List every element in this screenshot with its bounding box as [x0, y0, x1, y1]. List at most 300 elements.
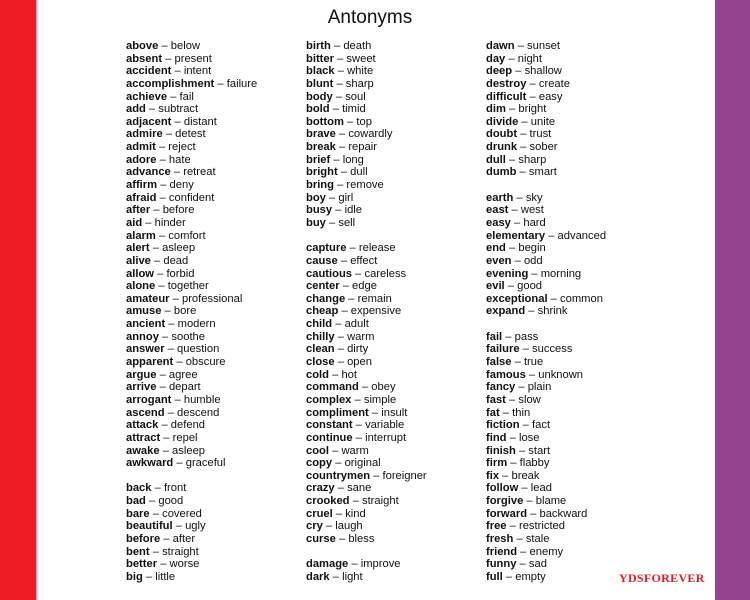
- antonym-pair: [306, 255, 427, 268]
- dash-separator: –: [150, 254, 164, 267]
- word: command: [306, 381, 359, 394]
- antonym-column-3: [486, 40, 606, 584]
- dash-separator: –: [171, 393, 184, 406]
- antonym-pair: [126, 394, 257, 407]
- antonym-pair: [486, 558, 606, 571]
- word: firm: [486, 457, 508, 470]
- word: beautiful: [126, 520, 173, 533]
- antonym-pair: [486, 91, 606, 104]
- word: brief: [306, 153, 331, 166]
- dash-separator: –: [352, 267, 365, 280]
- dash-separator: –: [332, 457, 345, 470]
- dash-separator: –: [337, 254, 351, 267]
- word: blunt: [306, 77, 334, 90]
- antonym: effect: [350, 254, 378, 267]
- word: fast: [486, 393, 506, 406]
- dash-separator: –: [155, 280, 168, 293]
- dash-separator: –: [528, 267, 541, 280]
- antonym: obscure: [185, 356, 226, 369]
- dash-separator: –: [370, 469, 383, 482]
- antonym: fail: [179, 90, 194, 103]
- antonym-pair: [486, 470, 606, 483]
- word: evening: [486, 267, 529, 280]
- antonym: reject: [168, 141, 196, 154]
- antonym-pair: [486, 128, 606, 141]
- antonym-pair: [306, 331, 427, 344]
- antonym: sober: [529, 141, 558, 154]
- dash-separator: –: [368, 406, 382, 419]
- dash-separator: –: [329, 444, 342, 457]
- antonym: plain: [527, 381, 552, 394]
- dash-separator: –: [149, 507, 163, 520]
- antonym: timid: [342, 103, 366, 116]
- dash-separator: –: [155, 229, 169, 242]
- antonym-pair: [306, 495, 427, 508]
- antonym-pair: [126, 546, 257, 559]
- word: achieve: [126, 90, 168, 103]
- antonym: simple: [363, 393, 397, 406]
- antonym-pair: [126, 116, 257, 129]
- dash-separator: –: [145, 103, 159, 116]
- antonym-pair: [306, 520, 427, 533]
- antonym: subtract: [158, 103, 199, 116]
- word: cruel: [306, 507, 333, 520]
- dash-separator: –: [527, 507, 540, 520]
- antonym-pair: [486, 419, 606, 432]
- word: center: [306, 280, 340, 293]
- antonym: professional: [181, 292, 243, 305]
- antonym: deny: [169, 179, 194, 192]
- dash-separator: –: [334, 330, 348, 343]
- antonym: interrupt: [365, 431, 407, 444]
- antonym: distant: [183, 115, 217, 128]
- antonym-pair: [486, 103, 606, 116]
- dash-separator: –: [510, 216, 524, 229]
- antonym-pair: [126, 369, 257, 382]
- antonym-pair: [306, 457, 427, 470]
- antonym: humble: [183, 393, 221, 406]
- word: countrymen: [306, 469, 371, 482]
- dash-separator: –: [508, 204, 521, 217]
- antonym-pair: [126, 40, 257, 53]
- antonym-pair: [486, 141, 606, 154]
- dash-separator: –: [348, 558, 361, 571]
- antonym: shrink: [537, 305, 568, 318]
- dash-separator: –: [149, 242, 163, 255]
- word: exceptional: [486, 292, 548, 305]
- antonym-pair: [126, 445, 257, 458]
- dash-separator: –: [335, 532, 349, 545]
- word: divide: [486, 115, 519, 128]
- antonym: edge: [352, 280, 377, 293]
- antonym-pair: [486, 242, 606, 255]
- dash-separator: –: [518, 482, 531, 495]
- dash-separator: –: [161, 305, 174, 318]
- antonym-pair: [126, 331, 257, 344]
- antonym: start: [528, 444, 551, 457]
- word: evil: [486, 280, 505, 293]
- antonym-pair: [306, 116, 427, 129]
- word: admit: [126, 141, 156, 154]
- antonym: good: [517, 280, 543, 293]
- word: curse: [306, 532, 336, 545]
- watermark-logo: YDSFOREVER: [619, 571, 705, 585]
- antonym-pair: [486, 394, 606, 407]
- dash-separator: –: [158, 419, 171, 432]
- antonym: remain: [357, 292, 392, 305]
- antonym-pair: [486, 343, 606, 356]
- antonym: cowardly: [348, 128, 393, 141]
- word: child: [306, 318, 333, 331]
- word: full: [486, 570, 503, 583]
- dash-separator: –: [352, 431, 366, 444]
- antonym: agree: [168, 368, 198, 381]
- antonym-pair: [486, 520, 606, 533]
- antonym-pair: [126, 318, 257, 331]
- antonym-pair: [306, 482, 427, 495]
- antonym: sane: [347, 482, 372, 495]
- antonym-pair: [486, 407, 606, 420]
- word: complex: [306, 393, 352, 406]
- antonym: advanced: [557, 229, 607, 242]
- antonym-pair: [126, 407, 257, 420]
- antonym-pair: [306, 65, 427, 78]
- antonym-pair: [126, 192, 257, 205]
- antonym: thin: [512, 406, 531, 419]
- dash-separator: –: [352, 419, 366, 432]
- antonym: failure: [226, 77, 258, 90]
- word: cool: [306, 444, 329, 457]
- antonym-pair: [126, 78, 257, 91]
- antonym: confident: [168, 191, 215, 204]
- word: east: [486, 204, 509, 217]
- antonym-pair: [486, 331, 606, 344]
- word: afraid: [126, 191, 157, 204]
- dash-separator: –: [519, 343, 533, 356]
- antonym-pair: [306, 381, 427, 394]
- antonym: retreat: [183, 166, 216, 179]
- dash-separator: –: [513, 191, 526, 204]
- dash-separator: –: [330, 153, 343, 166]
- dash-separator: –: [511, 356, 524, 369]
- dash-separator: –: [339, 280, 353, 293]
- word: alone: [126, 280, 156, 293]
- dash-separator: –: [516, 166, 529, 179]
- word: friend: [486, 545, 518, 558]
- dash-separator: –: [169, 292, 182, 305]
- antonym: idle: [344, 204, 362, 217]
- antonym: warm: [347, 330, 375, 343]
- word: close: [306, 356, 335, 369]
- dash-separator: –: [156, 153, 169, 166]
- antonym-pair: [306, 53, 427, 66]
- word: dawn: [486, 40, 515, 52]
- antonym-pair: [126, 230, 257, 243]
- antonym-pair: [486, 369, 606, 382]
- word: accident: [126, 65, 172, 78]
- dash-separator: –: [153, 267, 167, 280]
- antonym: present: [174, 52, 212, 65]
- word: fancy: [486, 381, 516, 394]
- antonym: good: [158, 495, 184, 508]
- antonym: depart: [168, 381, 201, 394]
- dash-separator: –: [171, 115, 184, 128]
- word: funny: [486, 558, 517, 571]
- antonym: front: [163, 482, 187, 495]
- antonym-pair: [306, 204, 427, 217]
- dash-separator: –: [505, 393, 519, 406]
- dash-separator: –: [505, 242, 519, 255]
- word: bent: [126, 545, 150, 558]
- dash-separator: –: [173, 457, 186, 470]
- antonym-pair: [126, 558, 257, 571]
- antonym: worse: [169, 558, 200, 571]
- word: fail: [486, 330, 503, 343]
- word: even: [486, 254, 512, 267]
- antonym: bless: [348, 532, 375, 545]
- dash-separator: –: [151, 482, 164, 495]
- word: break: [306, 141, 336, 154]
- page-title: Antonyms: [327, 7, 413, 28]
- word: bottom: [306, 115, 344, 128]
- dash-separator: –: [515, 381, 528, 394]
- antonym: unite: [530, 115, 556, 128]
- word: find: [486, 431, 507, 444]
- antonym: sky: [525, 191, 543, 204]
- antonym-pair: [486, 65, 606, 78]
- dash-separator: –: [325, 216, 339, 229]
- antonym: covered: [162, 507, 202, 520]
- antonym-pair: [306, 533, 427, 546]
- dash-separator: –: [333, 52, 347, 65]
- antonym: remove: [346, 179, 384, 192]
- antonym: sunset: [527, 40, 561, 52]
- spacer-row: [126, 470, 257, 483]
- word: big: [126, 570, 143, 583]
- antonym: begin: [518, 242, 546, 255]
- word: false: [486, 356, 512, 369]
- spacer-row: [306, 546, 427, 559]
- antonym: comfort: [168, 229, 206, 242]
- dash-separator: –: [165, 318, 178, 331]
- antonym-pair: [126, 242, 257, 255]
- antonym: easy: [538, 90, 563, 103]
- dash-separator: –: [334, 482, 348, 495]
- antonym: detest: [175, 128, 206, 141]
- dash-separator: –: [547, 292, 561, 305]
- antonym-pair: [306, 242, 427, 255]
- antonym: question: [177, 343, 220, 356]
- antonym-pair: [486, 255, 606, 268]
- antonym: odd: [523, 254, 543, 267]
- word: bare: [126, 507, 150, 520]
- word: change: [306, 292, 346, 305]
- dash-separator: –: [337, 166, 351, 179]
- antonym-pair: [306, 571, 427, 584]
- antonym-pair: [486, 508, 606, 521]
- word: difficult: [486, 90, 527, 103]
- antonym-pair: [126, 154, 257, 167]
- word: arrogant: [126, 393, 172, 406]
- dash-separator: –: [157, 558, 170, 571]
- antonym: before: [162, 204, 195, 217]
- word: awkward: [126, 457, 174, 470]
- word: cheap: [306, 305, 339, 318]
- antonym-pair: [126, 305, 257, 318]
- word: apparent: [126, 356, 174, 369]
- word: argue: [126, 368, 157, 381]
- antonym-pair: [306, 470, 427, 483]
- word: attack: [126, 419, 159, 432]
- word: day: [486, 52, 506, 65]
- antonym: backward: [539, 507, 588, 520]
- dash-separator: –: [162, 52, 175, 65]
- antonym-pair: [306, 154, 427, 167]
- antonym: straight: [162, 545, 199, 558]
- antonym: hinder: [154, 216, 186, 229]
- antonym-pair: [126, 520, 257, 533]
- antonym: long: [342, 153, 364, 166]
- dash-separator: –: [499, 469, 512, 482]
- antonym-pair: [126, 495, 257, 508]
- dash-separator: –: [525, 305, 538, 318]
- word: before: [126, 532, 161, 545]
- dash-separator: –: [150, 204, 163, 217]
- antonym: intent: [183, 65, 212, 78]
- antonym-pair: [486, 116, 606, 129]
- dash-separator: –: [214, 77, 227, 90]
- antonym: sharp: [518, 153, 547, 166]
- word: crooked: [306, 495, 350, 508]
- antonym-pair: [306, 419, 427, 432]
- antonym: trust: [529, 128, 552, 141]
- dash-separator: –: [164, 343, 178, 356]
- word: clean: [306, 343, 335, 356]
- antonym: flabby: [519, 457, 550, 470]
- antonym-pair: [126, 103, 257, 116]
- antonym-pair: [126, 166, 257, 179]
- dash-separator: –: [157, 179, 170, 192]
- antonym: fact: [532, 419, 551, 432]
- antonym-pair: [126, 91, 257, 104]
- antonym-pair: [126, 204, 257, 217]
- antonym-column-1: [126, 40, 257, 584]
- antonym-pair: [126, 255, 257, 268]
- antonym-pair: [306, 103, 427, 116]
- dash-separator: –: [513, 532, 526, 545]
- dash-separator: –: [504, 280, 518, 293]
- antonym: death: [343, 40, 372, 52]
- dash-separator: –: [156, 381, 169, 394]
- word: capture: [306, 242, 347, 255]
- antonym: empty: [515, 570, 546, 583]
- word: elementary: [486, 229, 546, 242]
- word: bad: [126, 495, 146, 508]
- word: forward: [486, 507, 528, 520]
- antonym-pair: [306, 179, 427, 192]
- word: free: [486, 520, 507, 533]
- word: dull: [486, 153, 506, 166]
- dash-separator: –: [158, 330, 172, 343]
- dash-separator: –: [171, 65, 184, 78]
- antonym: release: [358, 242, 396, 255]
- antonym: laugh: [335, 520, 363, 533]
- dash-separator: –: [349, 495, 362, 508]
- antonym-pair: [306, 141, 427, 154]
- antonym: true: [523, 356, 544, 369]
- dash-separator: –: [156, 191, 169, 204]
- dash-separator: –: [338, 305, 351, 318]
- dash-separator: –: [526, 90, 539, 103]
- word: forgive: [486, 495, 524, 508]
- antonym: insult: [381, 406, 408, 419]
- antonym-pair: [486, 166, 606, 179]
- antonym: little: [155, 570, 176, 583]
- antonym-pair: [486, 571, 606, 584]
- word: follow: [486, 482, 519, 495]
- dash-separator: –: [333, 179, 347, 192]
- antonym: break: [511, 469, 540, 482]
- dash-separator: –: [516, 558, 529, 571]
- antonym-column-2: [306, 40, 427, 584]
- dash-separator: –: [155, 141, 169, 154]
- word: damage: [306, 558, 349, 571]
- word: answer: [126, 343, 165, 356]
- antonym: sad: [528, 558, 547, 571]
- word: constant: [306, 419, 353, 432]
- spacer-row: [486, 179, 606, 192]
- word: fix: [486, 469, 500, 482]
- antonym: careless: [364, 267, 407, 280]
- antonym-pair: [306, 445, 427, 458]
- dash-separator: –: [332, 507, 346, 520]
- antonym: hard: [523, 216, 546, 229]
- antonym-pair: [486, 40, 606, 53]
- antonym-pair: [306, 318, 427, 331]
- antonym: defend: [170, 419, 206, 432]
- dash-separator: –: [502, 330, 515, 343]
- antonym: dull: [350, 166, 368, 179]
- dash-separator: –: [156, 368, 169, 381]
- antonym: adult: [344, 318, 369, 331]
- dash-separator: –: [159, 444, 173, 457]
- word: deep: [486, 65, 513, 78]
- antonym: asleep: [162, 242, 196, 255]
- word: easy: [486, 216, 511, 229]
- dash-separator: –: [507, 457, 520, 470]
- dash-separator: –: [345, 292, 358, 305]
- antonym: enemy: [529, 545, 564, 558]
- antonym-pair: [486, 356, 606, 369]
- dash-separator: –: [334, 356, 348, 369]
- antonym: sharp: [345, 77, 374, 90]
- word: famous: [486, 368, 526, 381]
- antonym: dirty: [347, 343, 369, 356]
- antonym: white: [347, 65, 374, 78]
- antonym: lead: [530, 482, 552, 495]
- dash-separator: –: [142, 216, 155, 229]
- word: busy: [306, 204, 333, 217]
- antonym: hate: [168, 153, 191, 166]
- dash-separator: –: [160, 431, 173, 444]
- word: arrive: [126, 381, 157, 394]
- dash-separator: –: [505, 52, 518, 65]
- antonym: night: [517, 52, 542, 65]
- word: crazy: [306, 482, 335, 495]
- antonym-pair: [486, 204, 606, 217]
- word: dim: [486, 103, 506, 116]
- dash-separator: –: [173, 356, 186, 369]
